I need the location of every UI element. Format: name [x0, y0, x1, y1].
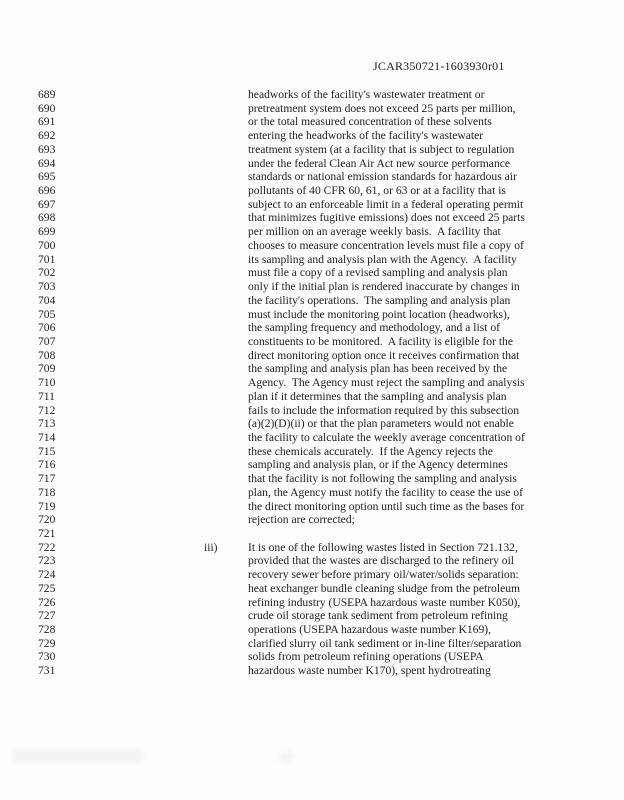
line-number: 712 [38, 403, 56, 417]
line-number: 729 [38, 636, 56, 650]
line-text: per million on an average weekly basis. A facility that [248, 225, 501, 239]
line-number: 722 [38, 540, 56, 554]
line-text: that minimizes fugitive emissions) does not exceed 25 parts [248, 211, 525, 225]
line-number: 700 [38, 238, 56, 252]
line-row [0, 513, 624, 527]
line-number: 697 [38, 197, 56, 211]
line-text: hazardous waste number K170), spent hydrotreating [248, 664, 491, 678]
line-number: 689 [38, 88, 56, 101]
line-row [0, 445, 624, 459]
line-row [0, 637, 624, 651]
line-row [0, 143, 624, 157]
line-text: under the federal Clean Air Act new source performance [248, 156, 511, 170]
line-text: operations (USEPA hazardous waste number K169), [248, 623, 491, 637]
line-text: direct monitoring option once it receives confirmation that [248, 348, 520, 362]
line-row [0, 541, 624, 555]
line-number: 699 [38, 225, 56, 239]
line-number: 723 [38, 554, 56, 568]
line-row [0, 308, 624, 322]
line-text: the facility to calculate the weekly average concentration of [248, 430, 525, 444]
line-row [0, 650, 624, 664]
line-number: 692 [38, 129, 56, 143]
line-row [0, 157, 624, 171]
line-number: 710 [38, 376, 56, 390]
line-row [0, 376, 624, 390]
line-number: 731 [38, 664, 56, 678]
line-number: 701 [38, 252, 56, 266]
scan-smudge [12, 749, 144, 763]
line-text: the sampling and analysis plan has been received by the [248, 362, 508, 376]
line-row [0, 458, 624, 472]
line-number: 690 [38, 101, 56, 115]
line-row [0, 582, 624, 596]
line-number: 694 [38, 156, 56, 170]
line-row [0, 335, 624, 349]
line-text: must file a copy of a revised sampling and analysis plan [248, 266, 508, 280]
line-text: refining industry (USEPA hazardous waste number K050), [248, 595, 521, 609]
line-row [0, 362, 624, 376]
line-number: 730 [38, 650, 56, 664]
line-number: 721 [38, 527, 56, 540]
line-text: solids from petroleum refining operations (USEPA [248, 650, 484, 664]
line-text: or the total measured concentration of these solvents [248, 115, 492, 129]
line-text: the facility's operations. The sampling and analysis plan [248, 293, 511, 307]
line-text: that the facility is not following the sampling and analysis [248, 472, 517, 486]
line-number: 725 [38, 581, 56, 595]
line-text: chooses to measure concentration levels must file a copy of [248, 238, 524, 252]
line-text: standards or national emission standards for hazardous air [248, 170, 517, 184]
line-row [0, 321, 624, 335]
line-row [0, 554, 624, 568]
line-row [0, 486, 624, 500]
line-text: (a)(2)(D)(ii) or that the plan parameters would not enable [248, 417, 514, 431]
line-text: pretreatment system does not exceed 25 parts per million, [248, 101, 516, 115]
line-row [0, 431, 624, 445]
line-text: its sampling and analysis plan with the Agency. A facility [248, 252, 517, 266]
line-row [0, 349, 624, 363]
line-row [0, 404, 624, 418]
line-text: plan if it determines that the sampling and analysis plan [248, 389, 507, 403]
line-row [0, 280, 624, 294]
line-number: 691 [38, 115, 56, 129]
line-row [0, 170, 624, 184]
line-text: plan, the Agency must notify the facility to cease the use of [248, 485, 523, 499]
line-text: these chemicals accurately. If the Agency rejects the [248, 444, 493, 458]
line-row [0, 211, 624, 225]
line-row [0, 88, 624, 102]
line-number: 705 [38, 307, 56, 321]
line-list [0, 88, 624, 678]
line-number: 716 [38, 458, 56, 472]
line-number: 707 [38, 334, 56, 348]
line-number: 709 [38, 362, 56, 376]
line-number: 702 [38, 266, 56, 280]
line-number: 717 [38, 472, 56, 486]
line-text: subject to an enforceable limit in a federal operating permit [248, 197, 524, 211]
line-text: heat exchanger bundle cleaning sludge from the petroleum [248, 581, 521, 595]
line-number: 715 [38, 444, 56, 458]
line-row [0, 390, 624, 404]
line-number: 720 [38, 513, 56, 527]
line-number: 724 [38, 568, 56, 582]
line-text: clarified slurry oil tank sediment or in-line filter/separation [248, 636, 522, 650]
line-number: 711 [38, 389, 55, 403]
line-number: 703 [38, 280, 56, 294]
line-text: provided that the wastes are discharged to the refinery oil [248, 554, 515, 568]
line-row [0, 568, 624, 582]
line-number: 708 [38, 348, 56, 362]
line-text: rejection are corrected; [248, 513, 355, 527]
line-number: 704 [38, 293, 56, 307]
line-row [0, 225, 624, 239]
list-item-marker: iii) [204, 540, 218, 554]
line-text: the sampling frequency and methodology, and a list of [248, 321, 500, 335]
line-number: 706 [38, 321, 56, 335]
line-row [0, 527, 624, 541]
line-number: 714 [38, 430, 56, 444]
line-row [0, 239, 624, 253]
line-text: headworks of the facility's wastewater treatment or [248, 88, 485, 101]
line-row [0, 623, 624, 637]
document-id-header: JCAR350721-1603930r01 [373, 59, 505, 73]
line-row [0, 472, 624, 486]
line-number: 696 [38, 184, 56, 198]
line-row [0, 129, 624, 143]
line-row [0, 294, 624, 308]
line-text: It is one of the following wastes listed in Section 721.132, [248, 540, 518, 554]
line-text: only if the initial plan is rendered inaccurate by changes in [248, 280, 520, 294]
line-row [0, 500, 624, 514]
line-row [0, 664, 624, 678]
line-number: 718 [38, 485, 56, 499]
line-text: treatment system (at a facility that is subject to regulation [248, 142, 515, 156]
line-text: crude oil storage tank sediment from petroleum refining [248, 609, 508, 623]
line-text: fails to include the information required by this subsection [248, 403, 520, 417]
line-row [0, 253, 624, 267]
line-number: 713 [38, 417, 56, 431]
line-text: pollutants of 40 CFR 60, 61, or 63 or at a facility that is [248, 184, 506, 198]
line-row [0, 609, 624, 623]
line-row [0, 115, 624, 129]
line-row [0, 596, 624, 610]
line-number: 693 [38, 142, 56, 156]
scan-smudge [278, 751, 294, 762]
line-number: 726 [38, 595, 56, 609]
line-number: 728 [38, 623, 56, 637]
line-text: the direct monitoring option until such time as the bases for [248, 499, 525, 513]
line-text: constituents to be monitored. A facility is eligible for the [248, 334, 513, 348]
line-text: Agency. The Agency must reject the sampling and analysis [248, 376, 525, 390]
line-number: 719 [38, 499, 56, 513]
line-row [0, 266, 624, 280]
line-text: must include the monitoring point location (headworks), [248, 307, 510, 321]
line-row [0, 198, 624, 212]
line-row [0, 102, 624, 116]
line-row [0, 184, 624, 198]
line-number: 695 [38, 170, 56, 184]
line-text: sampling and analysis plan, or if the Agency determines [248, 458, 508, 472]
line-number: 727 [38, 609, 56, 623]
line-text: entering the headworks of the facility's wastewater [248, 129, 484, 143]
line-text: recovery sewer before primary oil/water/solids separation: [248, 568, 519, 582]
line-row [0, 417, 624, 431]
line-number: 698 [38, 211, 56, 225]
